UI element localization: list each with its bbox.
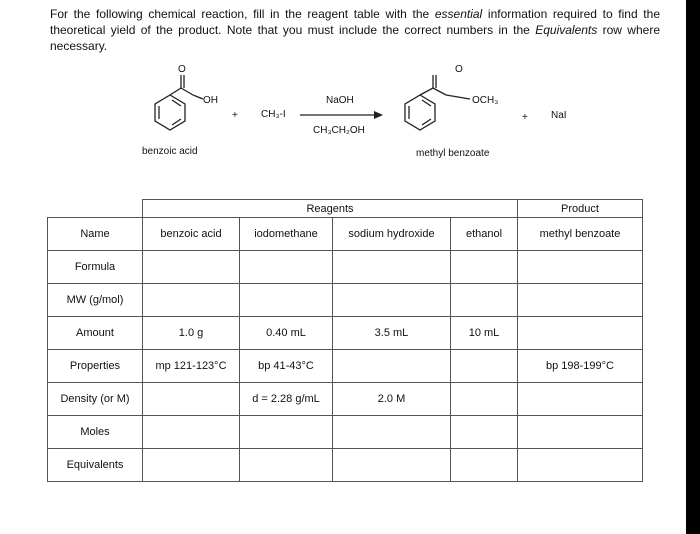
instructions-equivalents: Equivalents xyxy=(535,23,598,37)
table-cell: 3.5 mL xyxy=(333,317,451,350)
methyl-benzoate-label: methyl benzoate xyxy=(416,148,490,159)
table-cell: d = 2.28 g/mL xyxy=(240,383,333,416)
table-cell: iodomethane xyxy=(240,218,333,251)
table-cell[interactable] xyxy=(240,251,333,284)
table-cell[interactable] xyxy=(518,284,643,317)
instructions-part2: information required to find the theoretical yield of the product. Note that you must include the correct numbers in the xyxy=(50,7,660,37)
table-cell[interactable] xyxy=(451,449,518,482)
table-row xyxy=(48,317,643,350)
table-cell[interactable] xyxy=(333,449,451,482)
table-cell: methyl benzoate xyxy=(518,218,643,251)
instructions-text xyxy=(50,6,660,54)
table-cell: 2.0 M xyxy=(333,383,451,416)
benzoic-acid-label: benzoic acid xyxy=(142,146,198,157)
table-cell[interactable] xyxy=(451,383,518,416)
methyl-benzoate-structure xyxy=(405,75,470,130)
table-cell[interactable] xyxy=(240,284,333,317)
benzoic-acid-carbonyl-o: O xyxy=(178,64,186,75)
header-row xyxy=(48,200,643,218)
methyl-benzoate-och3: OCH₃ xyxy=(472,95,499,106)
table-cell: 10 mL xyxy=(451,317,518,350)
reagents-header: Reagents xyxy=(143,200,518,218)
table-cell: bp 41-43°C xyxy=(240,350,333,383)
table-cell[interactable] xyxy=(518,251,643,284)
product-header: Product xyxy=(518,200,643,218)
table-cell[interactable] xyxy=(451,251,518,284)
table-cell[interactable] xyxy=(518,383,643,416)
arrow-solvent-ethanol: CH₃CH₂OH xyxy=(313,125,365,136)
header-blank-cell xyxy=(48,200,143,218)
reagent-table xyxy=(47,199,643,482)
benzoic-acid-structure xyxy=(155,75,203,130)
instructions-part3: row where necessary. xyxy=(50,23,660,53)
table-cell: bp 198-199°C xyxy=(518,350,643,383)
plus-sign-1: + xyxy=(232,110,238,121)
table-cell: mp 121-123°C xyxy=(143,350,240,383)
table-cell[interactable] xyxy=(143,416,240,449)
methyl-benzoate-carbonyl-o: O xyxy=(455,64,463,75)
arrow-reagent-naoh: NaOH xyxy=(326,95,354,106)
instructions-part1: For the following chemical reaction, fill in the reagent table with the xyxy=(50,7,435,21)
table-row xyxy=(48,449,643,482)
row-label: Density (or M) xyxy=(48,383,143,416)
row-label: Formula xyxy=(48,251,143,284)
reaction-structures xyxy=(0,62,700,172)
table-cell[interactable] xyxy=(451,416,518,449)
table-cell[interactable] xyxy=(143,383,240,416)
table-cell[interactable] xyxy=(240,416,333,449)
table-cell[interactable] xyxy=(518,416,643,449)
row-label: MW (g/mol) xyxy=(48,284,143,317)
table-row xyxy=(48,383,643,416)
table-row xyxy=(48,251,643,284)
table-cell: 1.0 g xyxy=(143,317,240,350)
table-cell[interactable] xyxy=(143,251,240,284)
table-cell[interactable] xyxy=(451,350,518,383)
table-cell[interactable] xyxy=(333,251,451,284)
table-cell: ethanol xyxy=(451,218,518,251)
table-row xyxy=(48,284,643,317)
iodomethane-formula: CH₃-I xyxy=(261,109,286,120)
reaction-arrow xyxy=(300,111,383,119)
table-row xyxy=(48,416,643,449)
row-label: Properties xyxy=(48,350,143,383)
table-cell[interactable] xyxy=(240,449,333,482)
benzoic-acid-oh: OH xyxy=(203,95,218,106)
row-label: Amount xyxy=(48,317,143,350)
sodium-iodide-formula: NaI xyxy=(551,110,567,121)
table-cell[interactable] xyxy=(451,284,518,317)
plus-sign-2: + xyxy=(522,112,528,123)
table-row xyxy=(48,218,643,251)
table-cell[interactable] xyxy=(333,416,451,449)
table-cell: sodium hydroxide xyxy=(333,218,451,251)
table-cell[interactable] xyxy=(518,317,643,350)
row-label: Moles xyxy=(48,416,143,449)
row-label: Equivalents xyxy=(48,449,143,482)
table-row xyxy=(48,350,643,383)
table-cell[interactable] xyxy=(143,449,240,482)
reaction-scheme xyxy=(0,62,700,172)
row-label: Name xyxy=(48,218,143,251)
table-cell: 0.40 mL xyxy=(240,317,333,350)
table-cell[interactable] xyxy=(333,284,451,317)
table-cell[interactable] xyxy=(143,284,240,317)
table-cell: benzoic acid xyxy=(143,218,240,251)
instructions-essential: essential xyxy=(434,7,483,21)
table-cell[interactable] xyxy=(333,350,451,383)
table-cell[interactable] xyxy=(518,449,643,482)
